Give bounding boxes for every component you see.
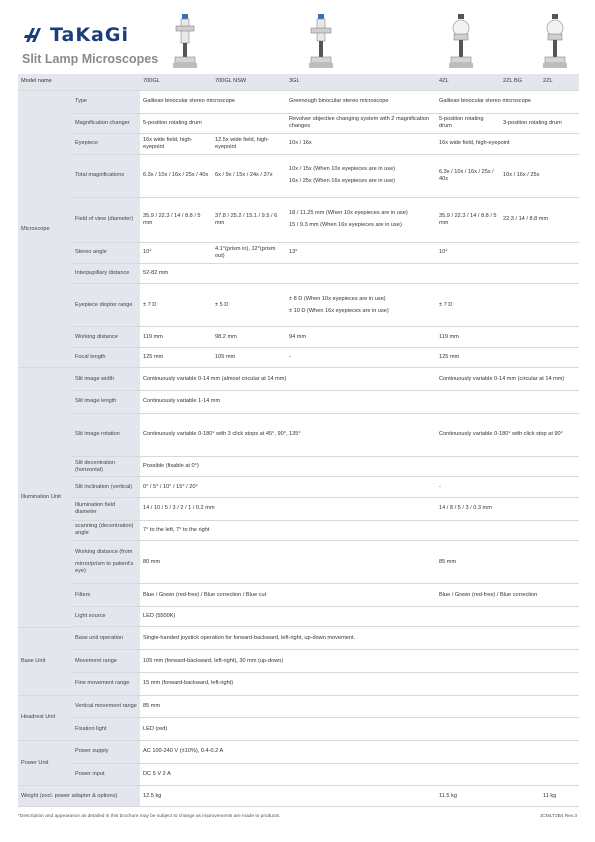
spec-label: Base unit operation xyxy=(72,627,140,650)
slit-lamp-700gl-image xyxy=(170,14,200,70)
spec-value: 94 mm xyxy=(286,327,436,348)
spec-label: Slit image width xyxy=(72,368,140,391)
spec-value xyxy=(286,197,436,242)
spec-value: 5-position rotating drum xyxy=(436,113,500,134)
spec-value: - xyxy=(286,347,436,368)
spec-label: Working distance xyxy=(72,327,140,348)
spec-value: 14 / 10 / 5 / 3 / 2 / 1 / 0.2 mm xyxy=(140,497,436,520)
spec-value: 4.1°(prism in), 12°(prism out) xyxy=(212,243,286,264)
spec-label: Eyepiece diopter range xyxy=(72,284,140,327)
spec-label: Weight (excl. power adapter & options) xyxy=(18,786,140,807)
spec-label: Field of view (diameter) xyxy=(72,197,140,242)
brand-name: TaKaGi xyxy=(50,24,129,46)
spec-value: 125 mm xyxy=(436,347,579,368)
spec-value: Revolver objective changing system with 2 magnification changes xyxy=(286,113,436,134)
spec-value: Blue / Green (red-free) / Blue correction / Blue cut xyxy=(140,584,436,607)
spec-row-working-distance xyxy=(18,327,579,348)
spec-value: 37.8 / 25.2 / 15.1 / 9.5 / 6 mm xyxy=(212,197,286,242)
spec-label: Slit image length xyxy=(72,391,140,414)
spec-value: 85 mm xyxy=(436,541,579,584)
spec-row-eyepiece xyxy=(18,134,579,155)
spec-value: 10° xyxy=(436,243,579,264)
spec-value: LED (red) xyxy=(140,718,579,741)
spec-row-slit-inclination xyxy=(18,477,579,498)
spec-label: Power supply xyxy=(72,740,140,763)
page-subtitle: Slit Lamp Microscopes xyxy=(22,52,159,66)
spec-value: 7° to the left, 7° to the right xyxy=(140,520,579,541)
takagi-logo-icon xyxy=(24,26,44,44)
spec-value: Single-handed joystick operation for forward-backward, left-right, up-down movement. xyxy=(140,627,579,650)
spec-value: Continuously variable 0-14 mm (almost circular at 14 mm) xyxy=(140,368,436,391)
spec-value: 13° xyxy=(286,243,436,264)
slit-lamp-2zl-image xyxy=(540,14,570,70)
spec-value: 105 mm (forward-backward, left-right), 30 mm (up-down) xyxy=(140,650,579,673)
slit-lamp-3gl-image xyxy=(306,14,336,70)
slit-lamp-4zl-image xyxy=(446,14,476,70)
spec-value: DC 5 V 2 A xyxy=(140,763,579,786)
spec-value-line: 15 / 9.3 mm (When 16x eyepieces are in use) xyxy=(289,222,402,229)
spec-value: 6x / 9x / 15x / 24x / 37x xyxy=(212,154,286,197)
spec-row-illumination-working-distance xyxy=(18,541,579,584)
spec-value: Possible (fixable at 0°) xyxy=(140,456,579,477)
spec-value: Continuously variable 0-180° with click stop at 90° xyxy=(436,413,579,456)
spec-value: 3-position rotating drum xyxy=(500,113,579,134)
spec-value: 0° / 5° / 10° / 15° / 20° xyxy=(140,477,436,498)
spec-value: 12.5x wide field, high-eyepoint xyxy=(212,134,286,155)
spec-row-slit-rotation xyxy=(18,413,579,456)
spec-label: Focal length xyxy=(72,347,140,368)
spec-value xyxy=(286,284,436,327)
spec-label-line: Working distance (from xyxy=(75,549,133,556)
spec-value-line: 18 / 11.25 mm (When 10x eyepieces are in use) xyxy=(289,210,408,217)
model-700gl: 700GL xyxy=(140,74,212,90)
spec-row-fixation-light xyxy=(18,718,579,741)
spec-row-interpupillary-distance xyxy=(18,263,579,284)
spec-value: 10x / 16x xyxy=(286,134,436,155)
spec-label: Slit decentration (horizontal) xyxy=(72,456,140,477)
spec-value: 10° xyxy=(140,243,212,264)
spec-label: Magnification changer xyxy=(72,113,140,134)
spec-value: 12.5 kg xyxy=(140,786,436,807)
spec-value: 5-position rotating drum xyxy=(140,113,286,134)
spec-value: 6.3x / 10x / 16x / 25x / 40x xyxy=(436,154,500,197)
spec-value: Continuously variable 0-180° with 3 click stops at 45°, 90°, 135° xyxy=(140,413,436,456)
spec-row-weight xyxy=(18,786,579,807)
spec-table xyxy=(18,74,579,807)
spec-value-line: 10x / 15x (When 10x eyepieces are in use) xyxy=(289,166,396,173)
spec-value: ± 5 D xyxy=(212,284,286,327)
spec-row-movement-range xyxy=(18,650,579,673)
category-microscope: Microscope xyxy=(18,90,72,367)
spec-label xyxy=(72,541,140,584)
spec-label: Fixation light xyxy=(72,718,140,741)
spec-row-slit-width xyxy=(18,368,579,391)
spec-label: Light source xyxy=(72,606,140,627)
spec-value: Continuously variable 0-14 mm (circular at 14 mm) xyxy=(436,368,579,391)
spec-label: Slit image rotation xyxy=(72,413,140,456)
category-illumination-unit: Illumination Unit xyxy=(18,368,72,627)
spec-value: 6.3x / 10x / 16x / 25x / 40x xyxy=(140,154,212,197)
brand-logo xyxy=(24,24,129,46)
spec-value: 16x wide field, high-eyepoint xyxy=(140,134,212,155)
spec-label: Movement range xyxy=(72,650,140,673)
spec-row-scanning-angle xyxy=(18,520,579,541)
spec-label: Interpupillary distance xyxy=(72,263,140,284)
spec-label: Filters xyxy=(72,584,140,607)
spec-label: Power input xyxy=(72,763,140,786)
spec-value: 14 / 8 / 5 / 3 / 0.3 mm xyxy=(436,497,579,520)
spec-value-line: ± 10 D (When 16x eyepieces are in use) xyxy=(289,307,389,314)
spec-value: Blue / Green (red-free) / Blue correction xyxy=(436,584,579,607)
spec-value: 98.2 mm xyxy=(212,327,286,348)
spec-value: 52-82 mm xyxy=(140,263,579,284)
model-2zl-bg: 2ZL BG xyxy=(500,74,540,90)
spec-row-field-of-view xyxy=(18,197,579,242)
spec-row-fine-movement xyxy=(18,673,579,696)
model-name-label: Model name xyxy=(18,74,140,90)
spec-value: ± 7 D xyxy=(436,284,579,327)
spec-label: scanning (decentration) angle xyxy=(72,520,140,541)
spec-value: 85 mm xyxy=(140,695,579,718)
spec-label: Illumination field diameter xyxy=(72,497,140,520)
spec-label: Vertical movement range xyxy=(72,695,140,718)
spec-value xyxy=(286,154,436,197)
spec-value-line: ± 8 D (When 10x eyepieces are in use) xyxy=(289,295,386,302)
spec-row-filters xyxy=(18,584,579,607)
spec-row-base-operation xyxy=(18,627,579,650)
model-4zl: 4ZL xyxy=(436,74,500,90)
spec-value: 22.3 / 14 / 8.8 mm xyxy=(500,197,579,242)
spec-value: 80 mm xyxy=(140,541,436,584)
spec-row-magnification-changer xyxy=(18,113,579,134)
spec-value: 11.5 kg xyxy=(436,786,540,807)
spec-row-light-source xyxy=(18,606,579,627)
spec-value: 35.9 / 22.3 / 14 / 8.8 / 5 mm xyxy=(140,197,212,242)
category-headrest-unit: Headrest Unit xyxy=(18,695,72,740)
spec-value: 125 mm xyxy=(140,347,212,368)
spec-row-power-supply xyxy=(18,740,579,763)
spec-row-vertical-movement xyxy=(18,695,579,718)
model-700gl-nsw: 700GL NSW xyxy=(212,74,286,90)
category-power-unit: Power Unit xyxy=(18,740,72,785)
spec-value: - xyxy=(436,477,579,498)
spec-label: Total magnifications xyxy=(72,154,140,197)
model-name-row xyxy=(18,74,579,90)
spec-value: 119 mm xyxy=(436,327,579,348)
footnote: *Description and appearance as detailed in this brochure may be subject to change as improvements are made to products. xyxy=(18,814,281,819)
spec-value: Galilean binocular stereo microscope xyxy=(140,90,286,113)
spec-value: Galilean binocular stereo microscope xyxy=(436,90,579,113)
spec-row-stereo-angle xyxy=(18,243,579,264)
spec-row-focal-length xyxy=(18,347,579,368)
spec-value: Continuously variable 1-14 mm xyxy=(140,391,579,414)
spec-value: AC 100-240 V (±10%), 0.4-0.2 A xyxy=(140,740,579,763)
spec-value: ± 7 D xyxy=(140,284,212,327)
spec-label: Stereo angle xyxy=(72,243,140,264)
spec-row-diopter-range xyxy=(18,284,579,327)
spec-value: LED (5500K) xyxy=(140,606,579,627)
spec-value: 15 mm (forward-backward, left-right) xyxy=(140,673,579,696)
spec-value: Greenough binocular stereo microscope xyxy=(286,90,436,113)
document-code: JCMLT2B4 Rev.3 xyxy=(539,814,577,819)
spec-row-slit-decentration xyxy=(18,456,579,477)
spec-row-slit-length xyxy=(18,391,579,414)
spec-label-line: mirror/prism to patient's eye) xyxy=(75,561,134,575)
spec-label: Fine movement range xyxy=(72,673,140,696)
model-2zl: 2ZL xyxy=(540,74,579,90)
spec-value: 10x / 16x / 25x xyxy=(500,154,579,197)
spec-value: 119 mm xyxy=(140,327,212,348)
category-base-unit: Base Unit xyxy=(18,627,72,695)
spec-row-total-magnifications xyxy=(18,154,579,197)
spec-label: Slit inclination (vertical) xyxy=(72,477,140,498)
spec-value: 35.9 / 22.3 / 14 / 8.8 / 5 mm xyxy=(436,197,500,242)
spec-label: Eyepiece xyxy=(72,134,140,155)
spec-row-power-input xyxy=(18,763,579,786)
spec-label: Type xyxy=(72,90,140,113)
spec-value: 11 kg xyxy=(540,786,579,807)
spec-row-illumination-field xyxy=(18,497,579,520)
spec-value: 16x wide field, high-eyepoint xyxy=(436,134,579,155)
spec-value: 105 mm xyxy=(212,347,286,368)
model-3gl: 3GL xyxy=(286,74,436,90)
spec-row-type xyxy=(18,90,579,113)
spec-value-line: 16x / 25x (When 16x eyepieces are in use) xyxy=(289,178,396,185)
